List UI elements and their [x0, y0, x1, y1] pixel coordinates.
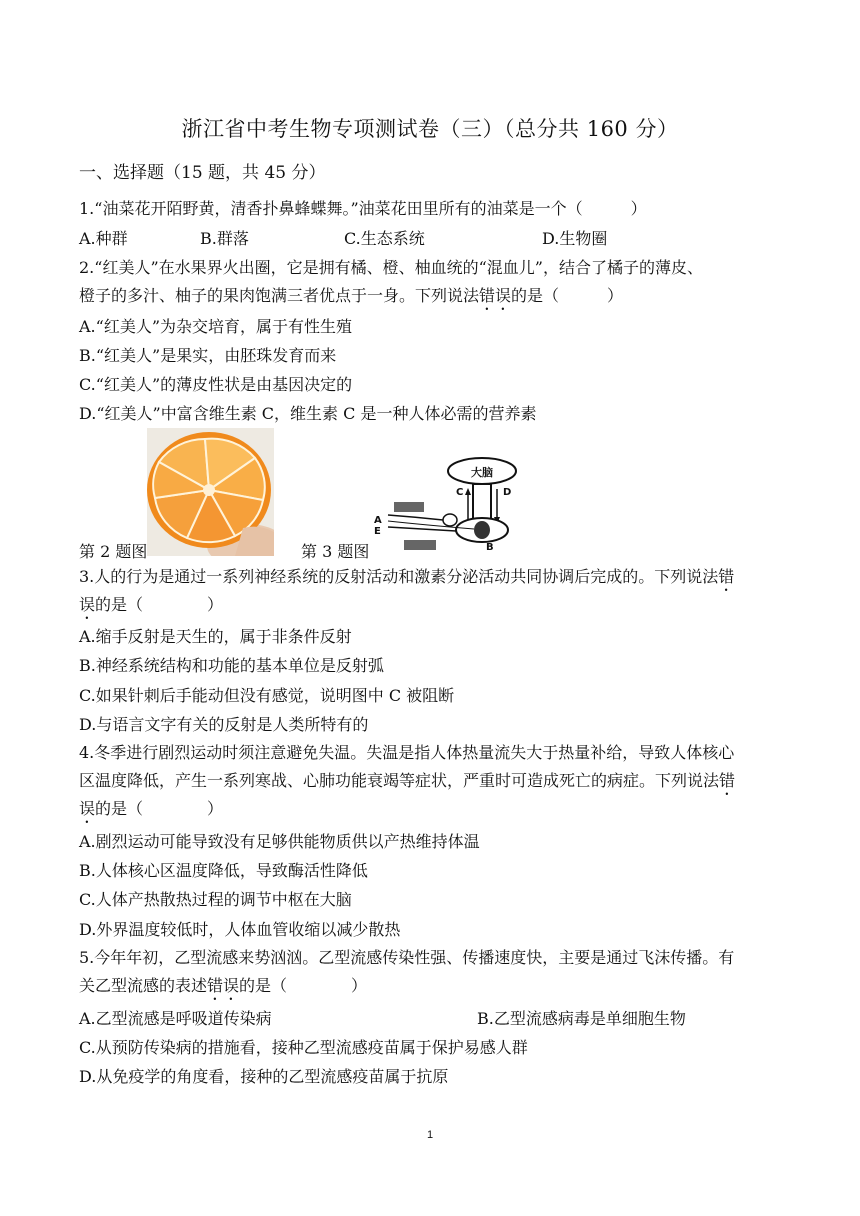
q3-option-b: B.神经系统结构和功能的基本单位是反射弧 — [79, 656, 384, 675]
label-a: A — [374, 515, 382, 526]
section-heading: 一、选择题（15 题，共 45 分） — [79, 163, 326, 183]
q3-option-d: D.与语言文字有关的反射是人类所特有的 — [79, 715, 369, 734]
orange-photo — [147, 428, 274, 556]
q2-stem-line2: 橙子的多汁、柚子的果肉饱满三者优点于一身。下列说法错误的是（ ） — [79, 286, 624, 305]
q5-option-b: B.乙型流感病毒是单细胞生物 — [477, 1009, 686, 1028]
q1-option-c: C.生态系统 — [344, 229, 425, 248]
q3-option-a: A.缩手反射是天生的，属于非条件反射 — [79, 627, 352, 646]
q2-option-c: C.“红美人”的薄皮性状是由基因决定的 — [79, 375, 353, 394]
q2-option-d: D.“红美人”中富含维生素 C，维生素 C 是一种人体必需的营养素 — [79, 404, 537, 423]
q2-option-a: A.“红美人”为杂交培育，属于有性生殖 — [79, 317, 353, 336]
emphasis-mark: 误 — [79, 595, 96, 614]
q3-stem-line2: 误的是（ ） — [79, 595, 224, 614]
label-b: B — [486, 542, 494, 553]
q3-option-c: C.如果针刺后手能动但没有感觉，说明图中 C 被阻断 — [79, 686, 455, 705]
figure-3-caption: 第 3 题图 — [301, 542, 370, 561]
emphasis-mark: 错误 — [479, 286, 512, 305]
q4-option-c: C.人体产热散热过程的调节中枢在大脑 — [79, 890, 352, 909]
q4-stem-line3: 误的是（ ） — [79, 799, 224, 818]
q1-stem: 1.“油菜花开陌野黄，清香扑鼻蜂蝶舞。”油菜花田里所有的油菜是一个（ ） — [79, 199, 647, 218]
figure-2-caption: 第 2 题图 — [79, 542, 148, 561]
q5-stem-line1: 5.今年年初，乙型流感来势汹汹。乙型流感传染性强、传播速度快，主要是通过飞沫传播。有 — [79, 948, 735, 967]
q4-option-d: D.外界温度较低时，人体血管收缩以减少散热 — [79, 920, 401, 939]
q5-stem-line2: 关乙型流感的表述错误的是（ ） — [79, 976, 368, 995]
reflex-arc-diagram — [370, 455, 530, 555]
q2-option-b: B.“红美人”是果实，由胚珠发育而来 — [79, 346, 337, 365]
label-c: C — [456, 487, 464, 498]
q1-option-d: D.生物圈 — [542, 229, 608, 248]
q5-option-d: D.从免疫学的角度看，接种的乙型流感疫苗属于抗原 — [79, 1067, 449, 1086]
label-e: E — [374, 526, 381, 537]
emphasis-mark: 错 — [719, 771, 736, 790]
q5-option-a: A.乙型流感是呼吸道传染病 — [79, 1009, 272, 1028]
emphasis-mark: 错误 — [207, 976, 240, 995]
q4-option-b: B.人体核心区温度降低，导致酶活性降低 — [79, 861, 368, 880]
q1-option-b: B.群落 — [200, 229, 249, 248]
q2-stem-line1: 2.“红美人”在水果界火出圈，它是拥有橘、橙、柚血统的“混血儿”，结合了橘子的薄皮、 — [79, 258, 703, 277]
q4-option-a: A.剧烈运动可能导致没有足够供能物质供以产热维持体温 — [79, 832, 480, 851]
q4-stem-line1: 4.冬季进行剧烈运动时须注意避免失温。失温是指人体热量流失大于热量补给，导致人体核心 — [79, 743, 735, 762]
q3-stem-line1: 3.人的行为是通过一系列神经系统的反射活动和激素分泌活动共同协调后完成的。下列说法错 — [79, 567, 735, 586]
emphasis-mark: 误 — [79, 799, 96, 818]
q1-option-a: A.种群 — [79, 229, 128, 248]
brain-label: 大脑 — [471, 466, 493, 479]
exam-title: 浙江省中考生物专项测试卷（三）（总分共 160 分） — [181, 117, 679, 141]
q5-option-c: C.从预防传染病的措施看，接种乙型流感疫苗属于保护易感人群 — [79, 1038, 528, 1057]
q4-stem-line2: 区温度降低，产生一系列寒战、心肺功能衰竭等症状，严重时可造成死亡的病症。下列说法错 — [79, 771, 736, 790]
emphasis-mark: 错 — [718, 567, 735, 586]
label-d: D — [503, 487, 512, 498]
page-number: 1 — [426, 1129, 434, 1141]
